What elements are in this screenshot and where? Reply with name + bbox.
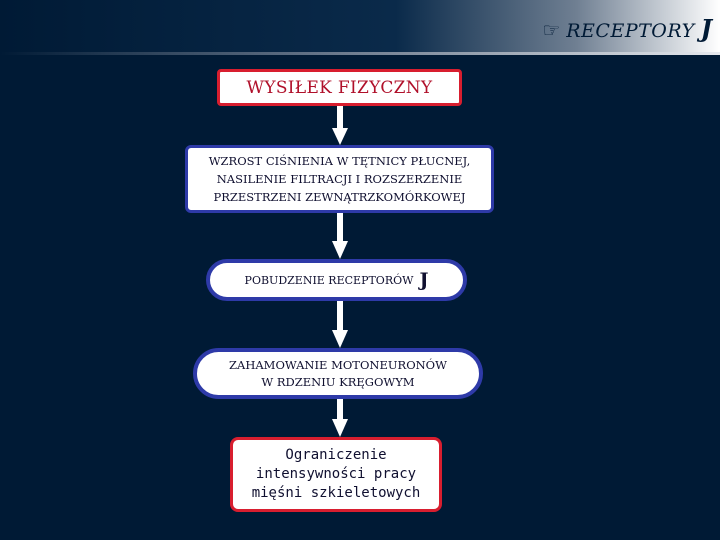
hand-pointer-icon: ☞ <box>542 18 561 42</box>
step-receptor-stimulation-letter: J <box>419 269 429 291</box>
step-motoneuron-inhibition <box>193 348 483 399</box>
step-motoneuron-inhibition-line-2: W RDZENIU KRĘGOWYM <box>261 374 415 389</box>
arrow-1 <box>330 106 350 145</box>
step-muscle-work-limitation-line-3: mięśni szkieletowych <box>251 485 421 501</box>
step-physical-effort <box>217 69 462 106</box>
step-pulmonary-pressure <box>185 145 494 213</box>
step-pulmonary-pressure-line-1: WZROST CIŚNIENIA W TĘTNICY PŁUCNEJ, <box>208 154 471 168</box>
arrow-3-head <box>332 330 348 348</box>
arrow-1-head <box>332 128 348 145</box>
arrow-1-shaft <box>337 106 343 130</box>
step-receptor-stimulation-label: POBUDZENIE RECEPTORÓW <box>244 273 414 287</box>
header-divider <box>0 52 720 55</box>
step-muscle-work-limitation-line-2: intensywności pracy <box>255 466 417 482</box>
arrow-4-shaft <box>337 399 343 421</box>
arrow-2-head <box>332 241 348 259</box>
arrow-4-head <box>332 419 348 437</box>
title-word: RECEPTORY <box>566 20 695 42</box>
step-motoneuron-inhibition-line-1: ZAHAMOWANIE MOTONEURONÓW <box>229 357 447 372</box>
step-muscle-work-limitation-line-1: Ograniczenie <box>285 447 387 463</box>
slide-title <box>542 14 712 43</box>
step-muscle-work-limitation <box>230 437 442 512</box>
step-receptor-stimulation <box>206 259 467 301</box>
step-pulmonary-pressure-line-3: PRZESTRZENI ZEWNĄTRZKOMÓRKOWEJ <box>213 190 466 204</box>
arrow-4 <box>330 399 350 437</box>
step-physical-effort-label: WYSIŁEK FIZYCZNY <box>246 77 433 98</box>
arrow-3-shaft <box>337 301 343 332</box>
arrow-3 <box>330 301 350 348</box>
title-letter: J <box>700 14 712 43</box>
step-pulmonary-pressure-line-2: NASILENIE FILTRACJI I ROZSZERZENIE <box>216 172 463 186</box>
arrow-2-shaft <box>337 213 343 243</box>
arrow-2 <box>330 213 350 259</box>
